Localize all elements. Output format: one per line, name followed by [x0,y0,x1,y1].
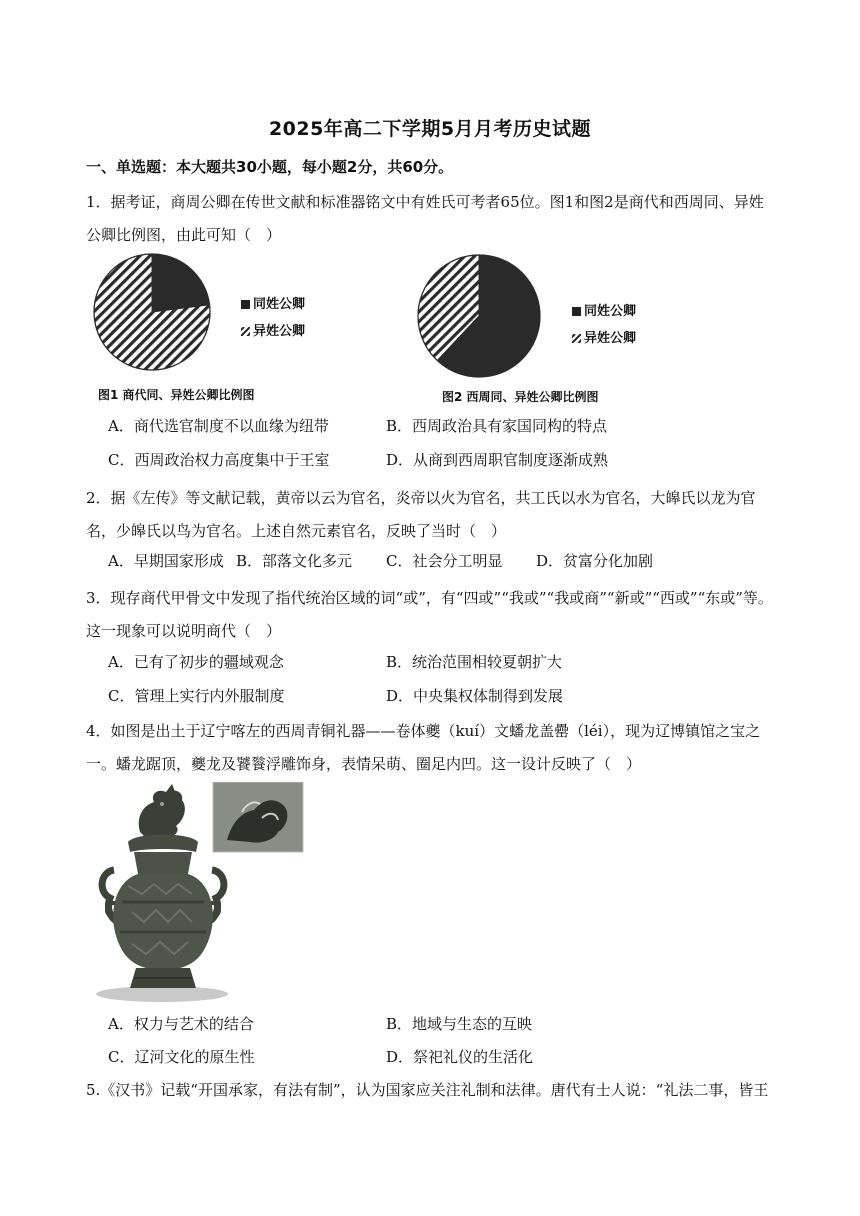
legend-same-2: 同姓公卿 [572,300,636,319]
q2-option-c[interactable]: C．社会分工明显 [386,552,503,570]
q4-option-c[interactable]: C．辽河文化的原生性 [108,1048,255,1066]
question-3-text: 3．现存商代甲骨文中发现了指代统治区域的词“或”，有“四或”“我或”“我或商”“新或”“西或”“东或”等。这一现象可以说明商代（ ） [86,589,773,640]
legend-swatch-diff-2 [572,334,581,343]
section-heading: 一、单选题：本大题共30小题，每小题2分，共60分。 [86,158,454,176]
legend-swatch-same-2 [572,307,581,316]
legend-swatch-same-1 [241,300,250,309]
q4-option-d[interactable]: D．祭祀礼仪的生活化 [386,1048,534,1066]
pie1-slice-same-surname [152,254,210,312]
q4-option-a[interactable]: A．权力与艺术的结合 [108,1015,254,1033]
q3-option-b[interactable]: B．统治范围相较夏朝扩大 [386,653,563,671]
legend-diff-1: 异姓公卿 [241,320,305,339]
q1-option-a[interactable]: A．商代选官制度不以血缘为纽带 [108,417,329,435]
legend-swatch-diff-1 [241,327,250,336]
q4-option-b[interactable]: B．地域与生态的互映 [386,1015,533,1033]
figure-1-caption: 图1 商代同、异姓公卿比例图 [98,388,255,402]
q3-option-a[interactable]: A．已有了初步的疆域观念 [108,653,284,671]
question-4-text: 4．如图是出土于辽宁喀左的西周青铜礼器——卷体夔（kuí）文蟠龙盖罍（léi），现为辽博镇馆之宝之一。蟠龙踞顶，夔龙及饕餮浮雕饰身，表情呆萌、圈足内凹。这一设计反映了（ ） [86,722,761,773]
question-1-text: 1．据考证，商周公卿在传世文献和标准器铭文中有姓氏可考者65位。图1和图2是商代和西周同、异姓公卿比例图，由此可知（ ） [86,193,764,244]
q1-option-c[interactable]: C．西周政治权力高度集中于王室 [108,451,330,469]
q3-option-d[interactable]: D．中央集权体制得到发展 [386,687,564,705]
page-title: 2025年高二下学期5月月考历史试题 [268,118,592,140]
pie-chart-2 [416,253,542,383]
q2-option-a[interactable]: A．早期国家形成 [108,552,224,570]
q1-option-d[interactable]: D．从商到西周职官制度逐渐成熟 [386,451,609,469]
q2-option-b[interactable]: B．部落文化多元 [236,552,353,570]
q1-option-b[interactable]: B．西周政治具有家国同构的特点 [386,417,608,435]
legend-diff-2: 异姓公卿 [572,327,636,346]
bronze-lei-vessel-image [92,782,306,1008]
q2-option-d[interactable]: D．贫富分化加剧 [536,552,654,570]
q3-option-c[interactable]: C．管理上实行内外服制度 [108,687,285,705]
pie-chart-1 [92,252,212,376]
question-5-text: 5.《汉书》记载“开国承家，有法有制”，认为国家应关注礼制和法律。唐代有士人说：“礼法二事，皆王 [86,1081,769,1099]
question-2-text: 2．据《左传》等文献记载，黄帝以云为官名，炎帝以火为官名，共工氏以水为官名，大皞氏以龙为官名，少皞氏以鸟为官名。上述自然元素官名，反映了当时（ ） [86,489,756,540]
legend-same-1: 同姓公卿 [241,293,305,312]
figure-2-caption: 图2 西周同、异姓公卿比例图 [442,390,599,404]
